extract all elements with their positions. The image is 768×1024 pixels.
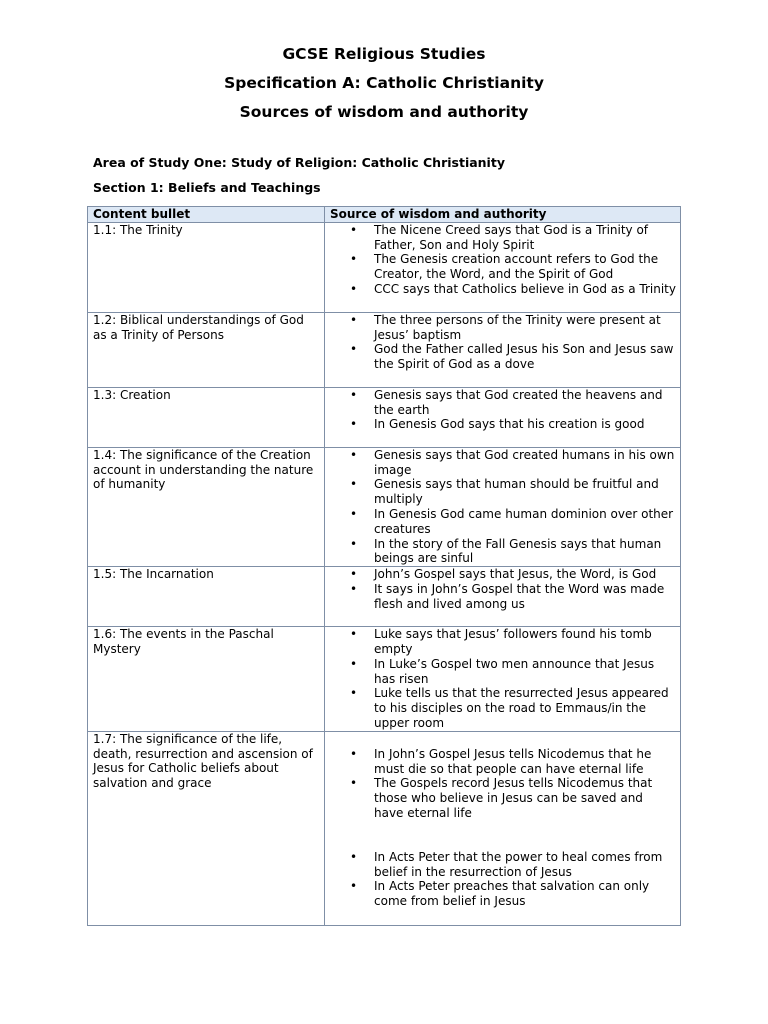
- source-list: [330, 627, 676, 731]
- list-item: [330, 417, 676, 432]
- source-text: The three persons of the Trinity were present at Jesus’ baptism: [374, 312, 661, 342]
- list-item: [330, 282, 676, 297]
- source-text: In Acts Peter that the power to heal comes from belief in the resurrection of Jesus: [374, 849, 663, 879]
- source-text: In Genesis God came human dominion over other creatures: [374, 506, 674, 536]
- source-text: The Gospels record Jesus tells Nicodemus that those who believe in Jesus can be saved and have eternal life: [374, 776, 653, 820]
- table-row: [88, 731, 681, 925]
- source-text: It says in John’s Gospel that the Word was made flesh and lived among us: [374, 581, 665, 611]
- source-text: In John’s Gospel Jesus tells Nicodemus that he must die so that people can have eternal life: [374, 746, 652, 776]
- list-item: [330, 776, 676, 820]
- document-title-block: [0, 40, 768, 127]
- source-text: In Genesis God says that his creation is good: [374, 417, 645, 432]
- bullet-icon: •: [350, 656, 358, 671]
- sources-table: [87, 206, 681, 926]
- list-item: [330, 388, 676, 418]
- bullet-icon: •: [350, 567, 358, 582]
- source-text: Genesis says that God created humans in his own image: [374, 447, 675, 477]
- source-cell: [325, 567, 681, 627]
- document-specification: Specification A: Catholic Christianity: [224, 74, 544, 92]
- bullet-icon: •: [350, 222, 358, 237]
- bullet-icon: •: [350, 879, 358, 894]
- source-text: In Luke’s Gospel two men announce that Jesus has risen: [374, 656, 655, 686]
- bullet-icon: •: [350, 417, 358, 432]
- bullet-icon: •: [350, 746, 358, 761]
- table-row: [88, 387, 681, 447]
- bullet-icon: •: [350, 342, 358, 357]
- source-text: The Nicene Creed says that God is a Trinity of Father, Son and Holy Spirit: [374, 222, 649, 252]
- table-row: [88, 567, 681, 627]
- source-text: In Acts Peter preaches that salvation can only come from belief in Jesus: [374, 879, 650, 909]
- list-item: [330, 252, 676, 282]
- source-text: John’s Gospel says that Jesus, the Word, is God: [374, 567, 657, 582]
- list-item: [330, 747, 676, 777]
- bullet-icon: •: [350, 536, 358, 551]
- source-cell: [325, 387, 681, 447]
- bullet-icon: •: [350, 312, 358, 327]
- bullet-icon: •: [350, 776, 358, 791]
- list-item: [330, 507, 676, 537]
- list-item: [330, 627, 676, 657]
- source-cell: [325, 312, 681, 387]
- source-cell: [325, 627, 681, 732]
- bullet-icon: •: [350, 252, 358, 267]
- content-bullet-cell: 1.4: The significance of the Creation account in understanding the nature of humanity: [88, 447, 325, 566]
- source-list: [330, 747, 676, 821]
- document-title: GCSE Religious Studies: [282, 45, 486, 63]
- list-item: [330, 567, 676, 582]
- content-bullet-cell: 1.6: The events in the Paschal Mystery: [88, 627, 325, 732]
- bullet-icon: •: [350, 447, 358, 462]
- bullet-icon: •: [350, 627, 358, 642]
- source-text: Luke tells us that the resurrected Jesus appeared to his disciples on the road to Emmaus/in the upper room: [374, 686, 669, 730]
- header-source: Source of wisdom and authority: [325, 207, 681, 223]
- list-item: [330, 448, 676, 478]
- list-item: [330, 477, 676, 507]
- bullet-icon: •: [350, 477, 358, 492]
- bullet-icon: •: [350, 849, 358, 864]
- bullet-icon: •: [350, 686, 358, 701]
- source-cell: [325, 731, 681, 925]
- content-bullet-cell: 1.3: Creation: [88, 387, 325, 447]
- list-item: [330, 657, 676, 687]
- table-row: [88, 627, 681, 732]
- content-bullet-cell: 1.1: The Trinity: [88, 222, 325, 312]
- content-bullet-cell: 1.5: The Incarnation: [88, 567, 325, 627]
- content-bullet-cell: 1.2: Biblical understandings of God as a Trinity of Persons: [88, 312, 325, 387]
- source-text: God the Father called Jesus his Son and Jesus saw the Spirit of God as a dove: [374, 342, 674, 372]
- source-list: [330, 388, 676, 432]
- table-header-row: [88, 207, 681, 223]
- table-row: [88, 222, 681, 312]
- list-item: [330, 879, 676, 909]
- source-list: [330, 313, 676, 372]
- source-list: [330, 567, 676, 611]
- cell-spacer: [330, 821, 676, 850]
- source-cell: [325, 222, 681, 312]
- bullet-icon: •: [350, 281, 358, 296]
- source-text: In the story of the Fall Genesis says that human beings are sinful: [374, 536, 662, 566]
- list-item: [330, 342, 676, 372]
- content-bullet-cell: 1.7: The significance of the life, death, resurrection and ascension of Jesus for Catholic beliefs about salvation and grace: [88, 731, 325, 925]
- table-row: [88, 447, 681, 566]
- list-item: [330, 582, 676, 612]
- bullet-icon: •: [350, 581, 358, 596]
- source-list: [330, 850, 676, 909]
- source-list: [330, 223, 676, 297]
- bullet-icon: •: [350, 506, 358, 521]
- source-text: Luke says that Jesus’ followers found his tomb empty: [374, 627, 652, 656]
- document-subtitle: Sources of wisdom and authority: [239, 103, 529, 121]
- area-of-study-heading: Area of Study One: Study of Religion: Catholic Christianity: [93, 155, 505, 170]
- list-item: [330, 223, 676, 253]
- source-text: Genesis says that human should be fruitful and multiply: [374, 477, 659, 507]
- list-item: [330, 537, 676, 567]
- source-list: [330, 448, 676, 566]
- section-heading: Section 1: Beliefs and Teachings: [93, 180, 321, 195]
- list-item: [330, 313, 676, 343]
- source-text: CCC says that Catholics believe in God as a Trinity: [374, 281, 676, 296]
- table-row: [88, 312, 681, 387]
- source-text: The Genesis creation account refers to God the Creator, the Word, and the Spirit of God: [374, 252, 659, 282]
- source-cell: [325, 447, 681, 566]
- source-text: Genesis says that God created the heavens and the earth: [374, 387, 663, 417]
- header-content-bullet: Content bullet: [88, 207, 325, 223]
- list-item: [330, 850, 676, 880]
- cell-spacer: [330, 732, 676, 747]
- bullet-icon: •: [350, 387, 358, 402]
- list-item: [330, 686, 676, 730]
